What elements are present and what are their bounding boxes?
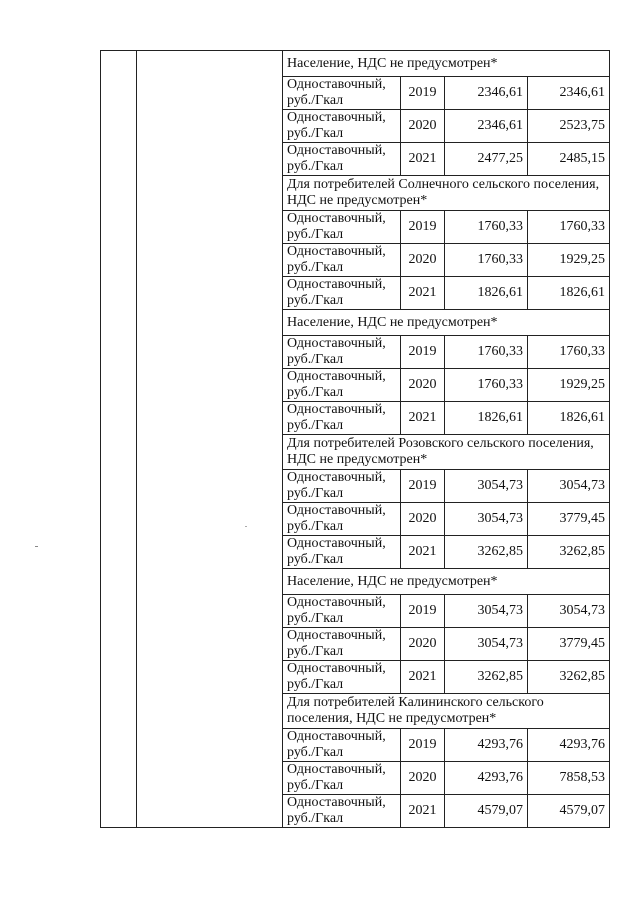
tariff-year: 2021 <box>401 661 445 694</box>
tariff-value-first-half: 1826,61 <box>445 277 528 310</box>
scan-speck <box>245 526 247 527</box>
tariff-value-second-half: 4579,07 <box>528 795 610 828</box>
tariff-value-first-half: 2477,25 <box>445 143 528 176</box>
tariff-name: Одноставочный, руб./Гкал <box>283 77 401 110</box>
tariff-value-second-half: 3779,45 <box>528 503 610 536</box>
section-header-row <box>101 51 610 77</box>
tariff-table-body <box>101 51 610 828</box>
tariff-value-first-half: 4293,76 <box>445 729 528 762</box>
section-title: Население, НДС не предусмотрен* <box>283 569 610 595</box>
tariff-year: 2020 <box>401 503 445 536</box>
tariff-value-second-half: 1929,25 <box>528 369 610 402</box>
tariff-name: Одноставочный, руб./Гкал <box>283 110 401 143</box>
tariff-value-first-half: 1760,33 <box>445 336 528 369</box>
tariff-value-first-half: 3054,73 <box>445 503 528 536</box>
tariff-name: Одноставочный, руб./Гкал <box>283 595 401 628</box>
tariff-name: Одноставочный, руб./Гкал <box>283 762 401 795</box>
tariff-name: Одноставочный, руб./Гкал <box>283 661 401 694</box>
tariff-value-second-half: 3262,85 <box>528 661 610 694</box>
tariff-name: Одноставочный, руб./Гкал <box>283 503 401 536</box>
section-title: Для потребителей Солнечного сельского поселения, НДС не предусмотрен* <box>283 176 610 211</box>
tariff-value-first-half: 3054,73 <box>445 470 528 503</box>
tariff-value-first-half: 1760,33 <box>445 211 528 244</box>
tariff-value-first-half: 1760,33 <box>445 244 528 277</box>
section-title: Для потребителей Розовского сельского поселения, НДС не предусмотрен* <box>283 435 610 470</box>
tariff-name: Одноставочный, руб./Гкал <box>283 729 401 762</box>
tariff-name: Одноставочный, руб./Гкал <box>283 277 401 310</box>
tariff-name: Одноставочный, руб./Гкал <box>283 536 401 569</box>
tariff-value-second-half: 7858,53 <box>528 762 610 795</box>
tariff-year: 2019 <box>401 470 445 503</box>
tariff-year: 2020 <box>401 369 445 402</box>
tariff-value-first-half: 2346,61 <box>445 110 528 143</box>
tariff-value-second-half: 3779,45 <box>528 628 610 661</box>
empty-column-organization <box>137 51 283 828</box>
tariff-value-second-half: 2346,61 <box>528 77 610 110</box>
tariff-value-first-half: 3262,85 <box>445 661 528 694</box>
tariff-name: Одноставочный, руб./Гкал <box>283 211 401 244</box>
tariff-year: 2021 <box>401 402 445 435</box>
tariff-table <box>100 50 610 828</box>
tariff-name: Одноставочный, руб./Гкал <box>283 369 401 402</box>
empty-column-number <box>101 51 137 828</box>
tariff-value-second-half: 3054,73 <box>528 470 610 503</box>
tariff-value-second-half: 1929,25 <box>528 244 610 277</box>
tariff-value-second-half: 1760,33 <box>528 211 610 244</box>
tariff-name: Одноставочный, руб./Гкал <box>283 402 401 435</box>
tariff-value-first-half: 2346,61 <box>445 77 528 110</box>
tariff-value-first-half: 4579,07 <box>445 795 528 828</box>
tariff-name: Одноставочный, руб./Гкал <box>283 244 401 277</box>
tariff-value-first-half: 3054,73 <box>445 595 528 628</box>
tariff-year: 2020 <box>401 244 445 277</box>
tariff-year: 2020 <box>401 628 445 661</box>
tariff-value-second-half: 2523,75 <box>528 110 610 143</box>
tariff-value-second-half: 2485,15 <box>528 143 610 176</box>
tariff-year: 2021 <box>401 277 445 310</box>
tariff-name: Одноставочный, руб./Гкал <box>283 470 401 503</box>
section-title: Население, НДС не предусмотрен* <box>283 310 610 336</box>
tariff-year: 2019 <box>401 729 445 762</box>
tariff-year: 2019 <box>401 595 445 628</box>
tariff-name: Одноставочный, руб./Гкал <box>283 795 401 828</box>
tariff-value-second-half: 1826,61 <box>528 277 610 310</box>
tariff-year: 2020 <box>401 762 445 795</box>
scan-speck <box>35 546 38 547</box>
tariff-value-second-half: 4293,76 <box>528 729 610 762</box>
tariff-year: 2019 <box>401 211 445 244</box>
tariff-year: 2019 <box>401 77 445 110</box>
tariff-name: Одноставочный, руб./Гкал <box>283 143 401 176</box>
tariff-value-first-half: 1826,61 <box>445 402 528 435</box>
tariff-name: Одноставочный, руб./Гкал <box>283 628 401 661</box>
tariff-year: 2019 <box>401 336 445 369</box>
tariff-year: 2020 <box>401 110 445 143</box>
tariff-value-second-half: 3054,73 <box>528 595 610 628</box>
tariff-name: Одноставочный, руб./Гкал <box>283 336 401 369</box>
section-title: Население, НДС не предусмотрен* <box>283 51 610 77</box>
tariff-value-second-half: 3262,85 <box>528 536 610 569</box>
tariff-value-first-half: 3054,73 <box>445 628 528 661</box>
tariff-year: 2021 <box>401 795 445 828</box>
tariff-year: 2021 <box>401 536 445 569</box>
tariff-value-first-half: 3262,85 <box>445 536 528 569</box>
tariff-value-second-half: 1826,61 <box>528 402 610 435</box>
tariff-value-first-half: 1760,33 <box>445 369 528 402</box>
tariff-year: 2021 <box>401 143 445 176</box>
tariff-value-second-half: 1760,33 <box>528 336 610 369</box>
section-title: Для потребителей Калининского сельского поселения, НДС не предусмотрен* <box>283 694 610 729</box>
tariff-value-first-half: 4293,76 <box>445 762 528 795</box>
